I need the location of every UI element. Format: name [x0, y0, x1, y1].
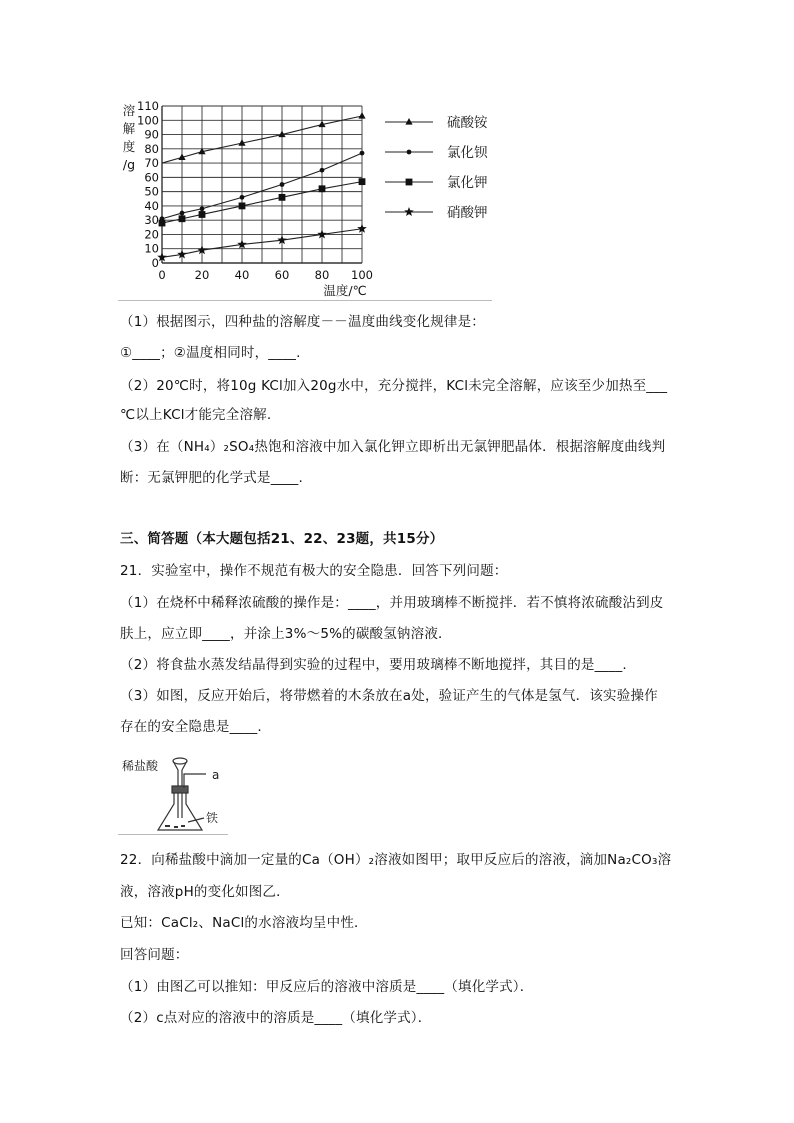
- y-tick-label: 70: [144, 156, 159, 171]
- y-axis-label-char: 度: [122, 139, 136, 154]
- figure-divider: [118, 834, 228, 835]
- y-tick-label: 90: [144, 127, 159, 142]
- data-point: [279, 194, 286, 201]
- q22-known: 已知：CaCl₂、NaCl的水溶液均呈中性．: [120, 915, 368, 931]
- q21-part3: （3）如图，反应开始后，将带燃着的木条放在a处，验证产生的气体是氢气．该实验操作: [120, 688, 658, 704]
- legend-marker: [404, 207, 414, 216]
- x-axis-label: 温度/℃: [323, 283, 367, 298]
- x-tick-label: 20: [194, 268, 210, 282]
- legend-marker: [405, 118, 412, 125]
- data-point: [280, 182, 285, 187]
- q21-part2: （2）将食盐水蒸发结晶得到实验的过程中，要用玻璃棒不断地搅拌，其目的是____.: [120, 657, 627, 673]
- q21-part1-cont: 肤上，应立即____，并涂上3%～5%的碳酸氢钠溶液．: [120, 626, 452, 642]
- data-point: [240, 195, 245, 200]
- data-point: [199, 211, 206, 218]
- data-point: [319, 185, 326, 192]
- funnel-top: [173, 758, 187, 764]
- chart-axes: [137, 99, 373, 282]
- q21-part1: （1）在烧杯中稀释浓硫酸的操作是：____，并用玻璃棒不断搅拌．若不慎将浓硫酸沾到皮: [120, 595, 664, 611]
- data-point: [200, 206, 205, 211]
- data-point: [359, 178, 366, 185]
- q22-stem-cont: 液，溶液pH的变化如图乙．: [120, 884, 290, 900]
- y-tick-label: 80: [144, 141, 159, 156]
- solubility-chart: [115, 98, 495, 300]
- x-tick-label: 40: [234, 268, 250, 282]
- y-axis-label-char: 解: [122, 121, 136, 136]
- q21-stem: 21．实验室中，操作不规范有极大的安全隐患．回答下列问题：: [120, 563, 508, 579]
- legend-label: 氯化钡: [447, 145, 488, 161]
- chart-grid: [162, 106, 362, 263]
- data-point: [320, 168, 325, 173]
- y-tick-label: 60: [144, 170, 159, 185]
- acid-label: 稀盐酸: [122, 759, 159, 773]
- q20-part3-cont: 断：无氯钾肥的化学式是____.: [120, 470, 303, 486]
- q22-part2: （2）c点对应的溶液中的溶质是____（填化学式）．: [120, 1010, 432, 1026]
- data-point: [358, 112, 365, 119]
- legend-label: 氯化钾: [447, 175, 488, 191]
- data-point: [159, 220, 166, 227]
- x-tick-label: 80: [314, 268, 330, 282]
- data-point: [180, 211, 185, 216]
- q22-stem: 22．向稀盐酸中滴加一定量的Ca（OH）₂溶液如图甲；取甲反应后的溶液，滴加Na₂CO₃溶: [120, 852, 672, 868]
- chart-legend: [385, 115, 488, 221]
- data-point: [179, 215, 186, 222]
- q20-part2: （2）20℃时，将10g KCl加入20g水中，充分搅拌，KCl未完全溶解，应该至少加热至___: [120, 378, 668, 394]
- data-point: [360, 151, 365, 156]
- y-axis-label-char: 溶: [122, 103, 136, 118]
- legend-marker: [406, 179, 413, 186]
- y-tick-label: 0: [151, 256, 159, 270]
- chart-divider: [118, 300, 492, 301]
- iron-pieces: [165, 826, 185, 827]
- legend-label: 硫酸铵: [447, 115, 488, 131]
- section-heading: 三、简答题（本大题包括21、22、23题，共15分）: [120, 531, 444, 547]
- q20-part2-cont: ℃以上KCl才能完全溶解.: [120, 407, 272, 423]
- y-tick-label: 10: [144, 241, 159, 256]
- y-tick-label: 20: [144, 227, 159, 242]
- y-tick-label: 110: [137, 99, 159, 113]
- q22-answer-prompt: 回答问题：: [120, 947, 189, 963]
- y-tick-label: 30: [144, 213, 159, 228]
- x-tick-label: 60: [274, 268, 290, 282]
- data-point: [239, 203, 246, 210]
- q22-part1: （1）由图乙可以推知：甲反应后的溶液中溶质是____（填化学式）．: [120, 979, 534, 995]
- stopper: [172, 786, 188, 793]
- q21-part3-cont: 存在的安全隐患是____.: [120, 719, 262, 735]
- y-tick-label: 100: [137, 113, 159, 128]
- outlet-a-label: a: [212, 768, 220, 782]
- iron-pointer: [188, 818, 204, 822]
- y-axis-label-char: /g: [122, 157, 136, 172]
- apparatus-figure: [118, 752, 230, 838]
- y-tick-label: 50: [144, 184, 159, 199]
- q20-part1-blanks: ①____；②温度相同时，____.: [120, 345, 301, 361]
- x-tick-label: 100: [351, 268, 373, 282]
- x-tick-label: 0: [158, 268, 166, 282]
- y-tick-label: 40: [144, 198, 159, 213]
- legend-label: 硝酸钾: [447, 205, 488, 221]
- q20-part1: （1）根据图示，四种盐的溶解度－－温度曲线变化规律是：: [120, 314, 485, 330]
- legend-marker: [407, 150, 412, 155]
- conical-flask: [158, 793, 202, 830]
- iron-label: 铁: [206, 811, 219, 825]
- q20-part3: （3）在（NH₄）₂SO₄热饱和溶液中加入氯化钾立即析出无氯钾肥晶体．根据溶解度曲线判: [120, 439, 666, 455]
